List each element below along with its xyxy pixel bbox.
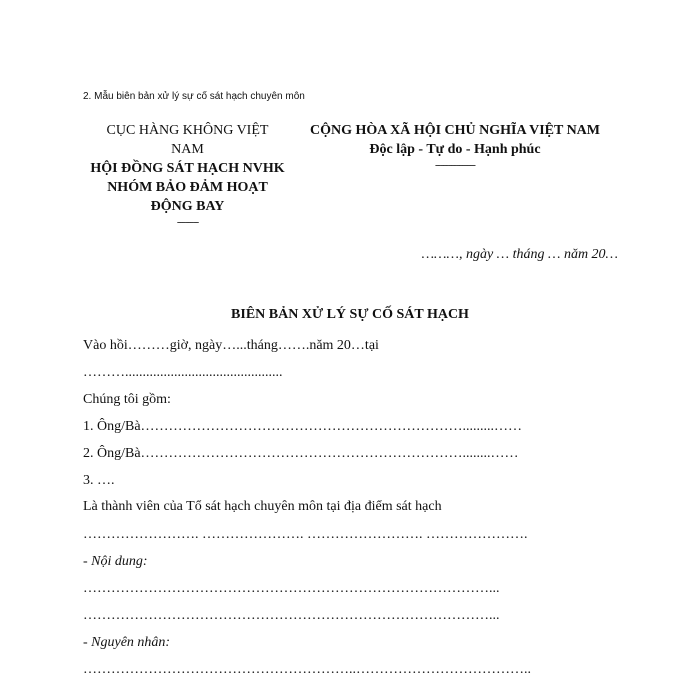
time-line: Vào hồi………giờ, ngày…...tháng…….năm 20…tại [83,338,379,353]
national-motto: Độc lập - Tự do - Hạnh phúc [369,142,541,157]
group-name-line2: ĐỘNG BAY [150,199,225,214]
date-line: ………, ngày … tháng … năm 20… [421,247,618,262]
membership-statement: Là thành viên của Tổ sát hạch chuyên môn tại địa điểm sát hạch [83,499,442,514]
group-name-line1: NHÓM BẢO ĐẢM HOẠT [107,180,268,195]
member-2: 2. Ông/Bà……………………………………………………………........…… [83,446,519,461]
document-caption: 2. Mẫu biên bản xử lý sự cố sát hạch chuyên môn [83,91,305,102]
members-intro: Chúng tôi gồm: [83,392,171,407]
agency-header [80,121,295,228]
member-3: 3. …. [83,473,115,488]
national-header [296,121,614,171]
member-1: 1. Ông/Bà…………………………………………………………….........…… [83,419,523,434]
document-title: BIÊN BẢN XỬ LÝ SỰ CỐ SÁT HẠCH [231,307,469,322]
agency-name-line2: NAM [171,142,204,157]
content-label: - Nội dung: [83,554,148,569]
place-dots: ………............................................. [83,365,283,380]
council-name: HỘI ĐỒNG SÁT HẠCH NVHK [90,161,285,176]
agency-separator: -------- [176,216,199,228]
content-dots-1: ……………………………………………………………………………... [83,581,500,596]
cause-dots-1: …………………………………………………..……………………………….. [83,662,531,677]
cause-label: - Nguyên nhân: [83,635,171,650]
country-name: CỘNG HÒA XÃ HỘI CHỦ NGHĨA VIỆT NAM [309,123,600,138]
national-separator: --------------- [435,159,475,171]
content-dots-2: ……………………………………………………………………………... [83,608,500,623]
member-dots: ……………………. …………………. ……………………. …………………. [83,527,528,542]
agency-name-line1: CỤC HÀNG KHÔNG VIỆT [106,123,269,138]
